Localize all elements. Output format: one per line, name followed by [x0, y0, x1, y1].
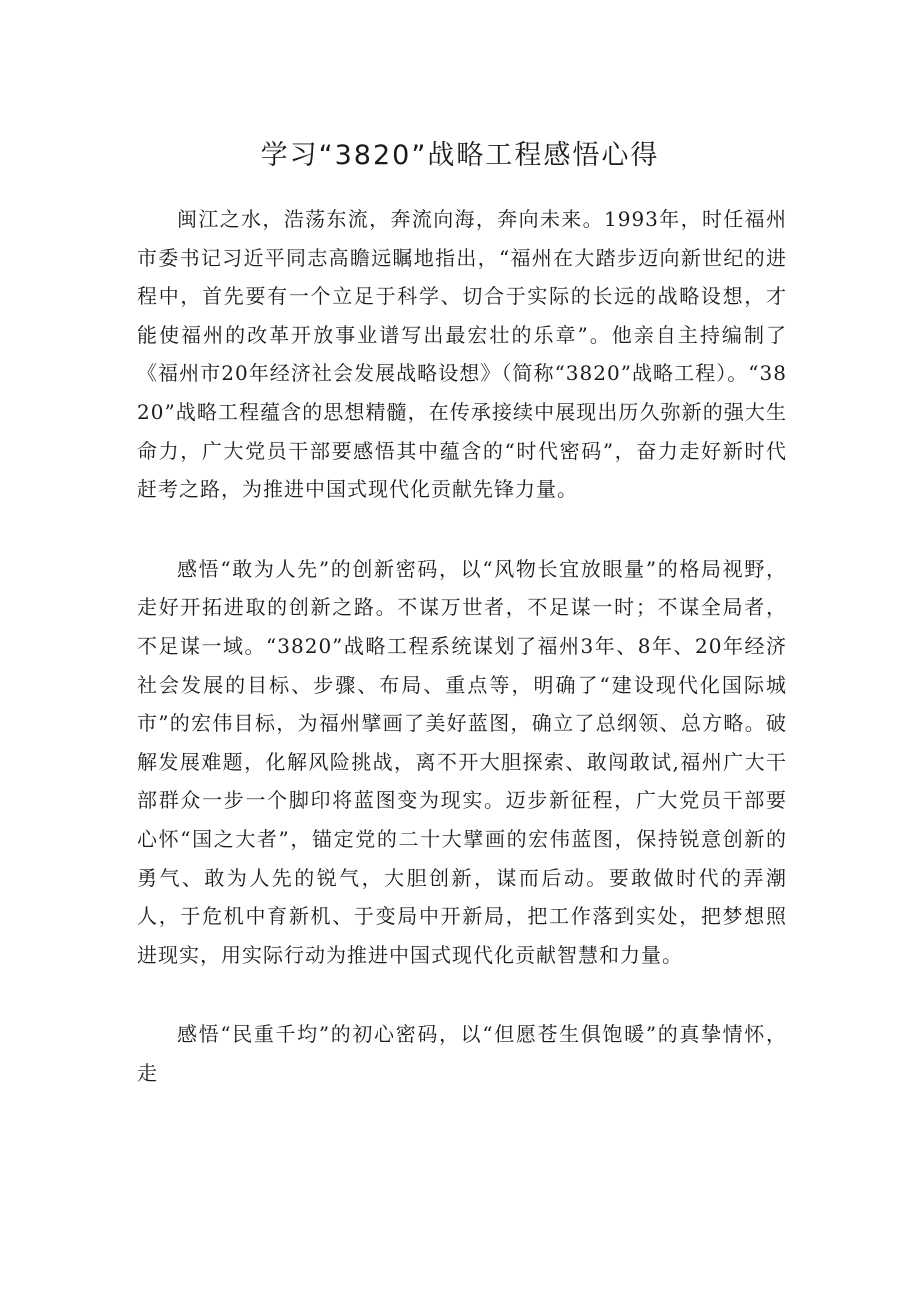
document-title: 学习“3820”战略工程感悟心得	[260, 140, 660, 171]
paragraph-innovation: 感悟“敢为人先”的创新密码，以“风物长宜放眼量”的格局视野，走好开拓进取的创新之路。不谋万世者，不足谋一时；不谋全局者，不足谋一域。“3820”战略工程系统谋划了福州3年、8年、20年经济社会发展的目标、步骤、布局、重点等，明确了“建设现代化国际城市”的宏伟目标，为福州擘画了美好蓝图，确立了总纲领、总方略。破解发展难题，化解风险挑战，离不开大胆探索、敢闯敢试,福州广大干部群众一步一个脚印将蓝图变为现实。迈步新征程，广大党员干部要心怀“国之大者”，锚定党的二十大擘画的宏伟蓝图，保持锐意创新的勇气、敢为人先的锐气，大胆创新，谋而后动。要敢做时代的弄潮人，于危机中育新机、于变局中开新局，把工作落到实处，把梦想照进现实，用实际行动为推进中国式现代化贡献智慧和力量。	[137, 556, 787, 967]
document-body	[137, 200, 787, 1092]
paragraph-original-aspiration: 感悟“民重千均”的初心密码，以“但愿苍生俱饱暖”的真挚情怀，走	[137, 1022, 787, 1085]
paragraph-intro: 闽江之水，浩荡东流，奔流向海，奔向未来。1993年，时任福州市委书记习近平同志高瞻远瞩地指出，“福州在大踏步迈向新世纪的进程中，首先要有一个立足于科学、切合于实际的长远的战略设想，才能使福州的改革开放事业谱写出最宏壮的乐章”。他亲自主持编制了《福州市20年经济社会发展战略设想》（简称“3820”战略工程）。“3820”战略工程蕴含的思想精髓，在传承接续中展现出历久弥新的强大生命力，广大党员干部要感悟其中蕴含的“时代密码”，奋力走好新时代赶考之路，为推进中国式现代化贡献先锋力量。	[137, 207, 787, 502]
